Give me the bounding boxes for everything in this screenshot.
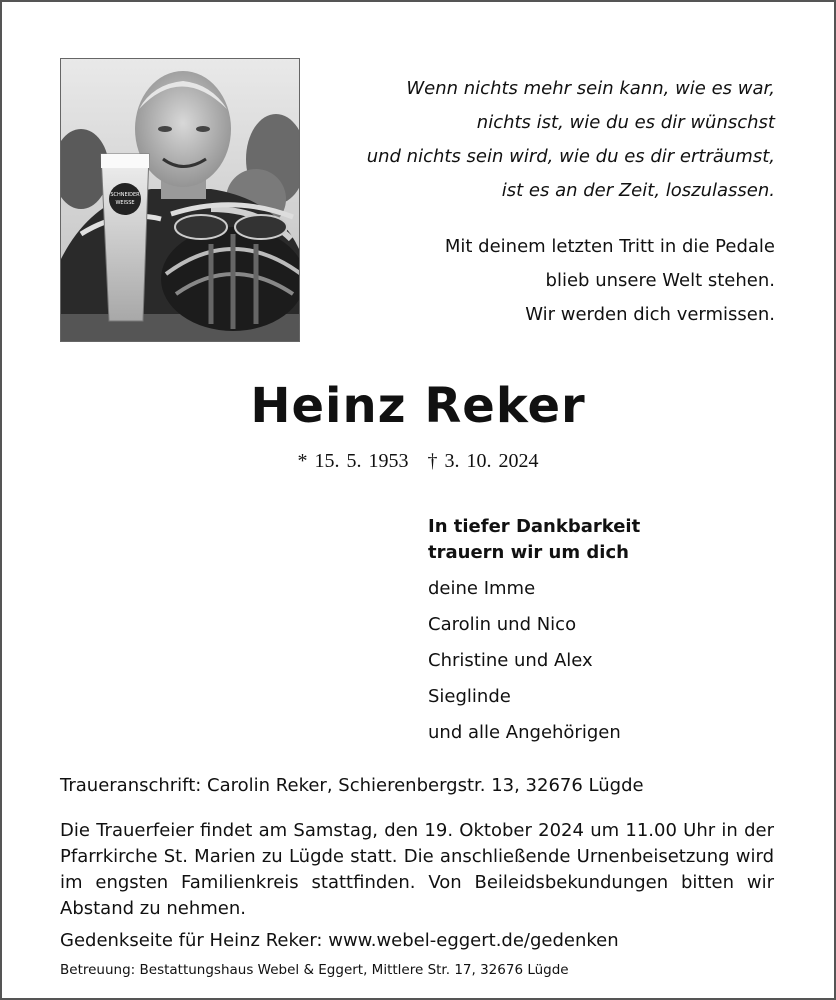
life-dates — [0, 450, 836, 473]
death-date: † 3. 10. 2024 — [427, 450, 539, 472]
poem-line: nichts ist, wie du es dir wünschst — [476, 112, 775, 133]
ceremony-text: Die Trauerfeier findet am Samstag, den 19. Oktober 2024 um 11.00 Uhr in der Pfarrkirche St. Marien zu Lügde statt. Die anschließende Urnenbeisetzung wird im engsten Familienkreis stattfinden. Von Beileidsbekundungen bitten wir Abstand zu nehmen. — [60, 820, 774, 919]
mourning-line-2: trauern wir um dich — [428, 542, 629, 563]
poem-line: ist es an der Zeit, loszulassen. — [501, 180, 775, 201]
deceased-name: Heinz Reker — [250, 378, 586, 434]
mourning-line-1: In tiefer Dankbarkeit — [428, 516, 641, 537]
poem-line: und nichts sein wird, wie du es dir erträumst, — [366, 146, 775, 167]
verse-line: blieb unsere Welt stehen. — [545, 270, 775, 291]
mug-label-bottom: WEISSE — [115, 200, 135, 206]
verse-line: Mit deinem letzten Tritt in die Pedale — [444, 236, 775, 257]
mug-label-top: SCHNEIDER — [110, 192, 140, 198]
poem-line: Wenn nichts mehr sein kann, wie es war, — [406, 78, 775, 99]
mourning-address: Traueranschrift: Carolin Reker, Schierenbergstr. 13, 32676 Lügde — [60, 775, 644, 796]
family-member: Carolin und Nico — [428, 614, 577, 635]
mourning-heading — [428, 514, 640, 566]
family-list — [428, 576, 621, 756]
family-member: Sieglinde — [428, 686, 511, 707]
portrait-photo — [60, 58, 300, 342]
birth-date: * 15. 5. 1953 — [297, 450, 409, 472]
family-member: deine Imme — [428, 578, 536, 599]
family-member: Christine und Alex — [428, 650, 593, 671]
poem — [335, 72, 775, 208]
memorial-page-link[interactable]: Gedenkseite für Heinz Reker: www.webel-eggert.de/gedenken — [60, 930, 619, 951]
funeral-home-credit: Betreuung: Bestattungshaus Webel & Eggert, Mittlere Str. 17, 32676 Lügde — [60, 962, 569, 978]
verse-line: Wir werden dich vermissen. — [525, 304, 775, 325]
personal-verse — [335, 230, 775, 332]
family-member: und alle Angehörigen — [428, 722, 621, 743]
portrait-illustration — [61, 59, 299, 341]
